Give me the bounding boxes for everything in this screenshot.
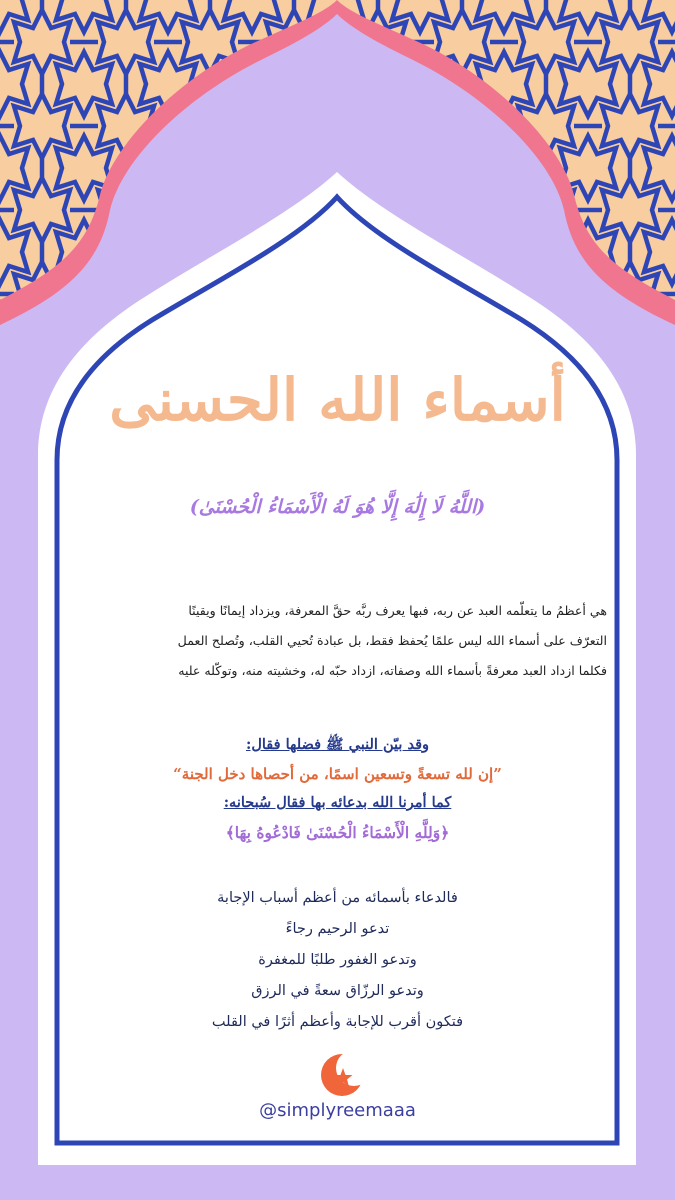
dua-line: وتدعو الرزّاق سعةً في الرزق xyxy=(251,983,424,999)
dua-line: وتدعو الغفور طلبًا للمغفرة xyxy=(258,952,417,968)
intro-line: فكلما ازداد العبد معرفةً بأسماء الله وصفاته، ازداد حبّه له، وخشيته منه، وتوكّله عليه xyxy=(178,663,607,678)
dua-section xyxy=(70,883,605,1038)
hadith-text: ”إن لله تسعةً وتسعين اسمًا، من أحصاها دخل الجنة“ xyxy=(173,765,502,783)
dua-line: فالدعاء بأسمائه من أعظم أسباب الإجابة xyxy=(217,890,458,906)
author-handle: @simplyreemaaa xyxy=(259,1100,416,1121)
quran-verse-bottom: ﴿وَلِلَّهِ الْأَسْمَاءُ الْحُسْنَىٰ فَادْعُوهُ بِهَا﴾ xyxy=(225,823,450,842)
hadith-intro: وقد بيّن النبي ﷺ فضلها فقال: xyxy=(245,736,429,753)
page-title: أسماء الله الحسنى xyxy=(109,366,566,434)
intro-line: التعرّف على أسماء الله ليس علمًا يُحفظ فقط، بل عبادة تُحيي القلب، وتُصلح العمل xyxy=(177,633,607,648)
command-intro: كما أمرنا الله بدعائه بها فقال سُبحانه: xyxy=(223,794,452,811)
intro-paragraph xyxy=(68,596,607,686)
quran-verse-top: (اللَّهُ لَا إِلَٰهَ إِلَّا هُوَ لَهُ الْأَسْمَاءُ الْحُسْنَىٰ) xyxy=(189,496,486,518)
intro-line: هي أعظمُ ما يتعلّمه العبد عن ربه، فبها يعرف ربَّه حقَّ المعرفة، ويزداد إيمانًا ويقينًا xyxy=(188,603,607,618)
dua-line: تدعو الرحيم رجاءً xyxy=(285,921,390,937)
hadith-section xyxy=(70,730,605,848)
dua-line: فتكون أقرب للإجابة وأعظم أثرًا في القلب xyxy=(211,1014,464,1030)
